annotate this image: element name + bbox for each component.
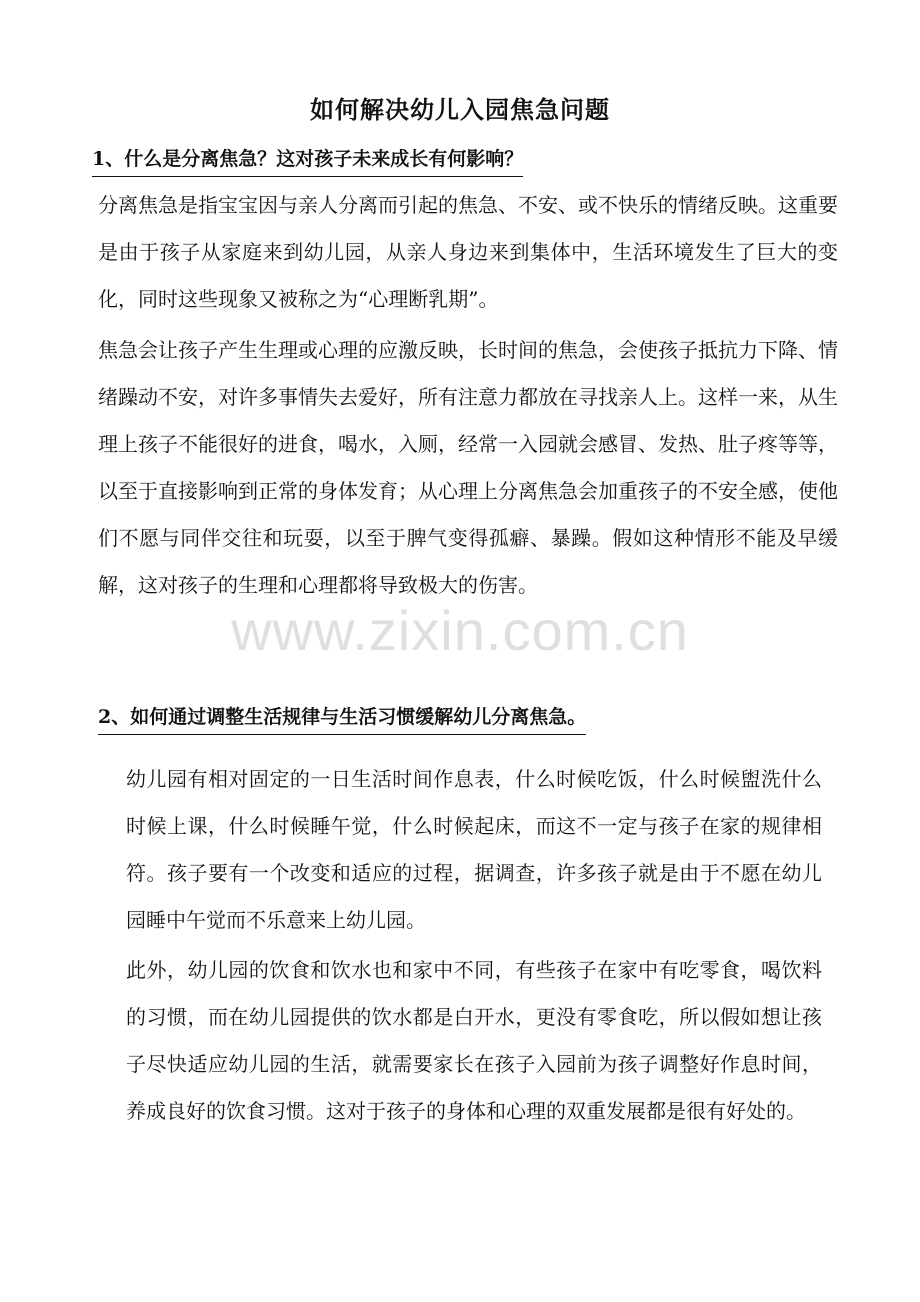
section-1-paragraph-1: 分离焦急是指宝宝因与亲人分离而引起的焦急、不安、或不快乐的情绪反映。这重要是由于孩子从家庭来到幼儿园，从亲人身边来到集体中，生活环境发生了巨大的变化，同时这些现象又被称之为“心理断乳期”。 (98, 193, 838, 311)
document-title: 如何解决幼儿入园焦急问题 (310, 95, 610, 124)
section-1-heading: 1、什么是分离焦急？这对孩子未来成长有何影响？ (92, 146, 523, 177)
section-2-heading: 2、如何通过调整生活规律与生活习惯缓解幼儿分离焦急。 (98, 704, 586, 735)
section-2-paragraph-1: 幼儿园有相对固定的一日生活时间作息表，什么时候吃饭，什么时候盥洗什么时候上课，什么时候睡午觉，什么时候起床，而这不一定与孩子在家的规律相符。孩子要有一个改变和适应的过程，据调查，许多孩子就是由于不愿在幼儿园睡中午觉而不乐意来上幼儿园。 (126, 767, 822, 932)
section-1-paragraph-2: 焦急会让孩子产生生理或心理的应激反映，长时间的焦急，会使孩子抵抗力下降、情绪躁动不安，对许多事情失去爱好，所有注意力都放在寻找亲人上。这样一来，从生理上孩子不能很好的进食，喝水，入厕，经常一入园就会感冒、发热、肚子疼等等，以至于直接影响到正常的身体发育；从心理上分离焦急会加重孩子的不安全感，使他们不愿与同伴交往和玩耍，以至于脾气变得孤癖、暴躁。假如这种情形不能及早缓解，这对孩子的生理和心理都将导致极大的伤害。 (98, 338, 838, 597)
watermark: www.zixin.com.cn (231, 599, 689, 662)
section-2-paragraph-2: 此外，幼儿园的饮食和饮水也和家中不同，有些孩子在家中有吃零食，喝饮料的习惯，而在幼儿园提供的饮水都是白开水，更没有零食吃，所以假如想让孩子尽快适应幼儿园的生活，就需要家长在孩子入园前为孩子调整好作息时间，养成良好的饮食习惯。这对于孩子的身体和心理的双重发展都是很有好处的。 (126, 958, 822, 1123)
